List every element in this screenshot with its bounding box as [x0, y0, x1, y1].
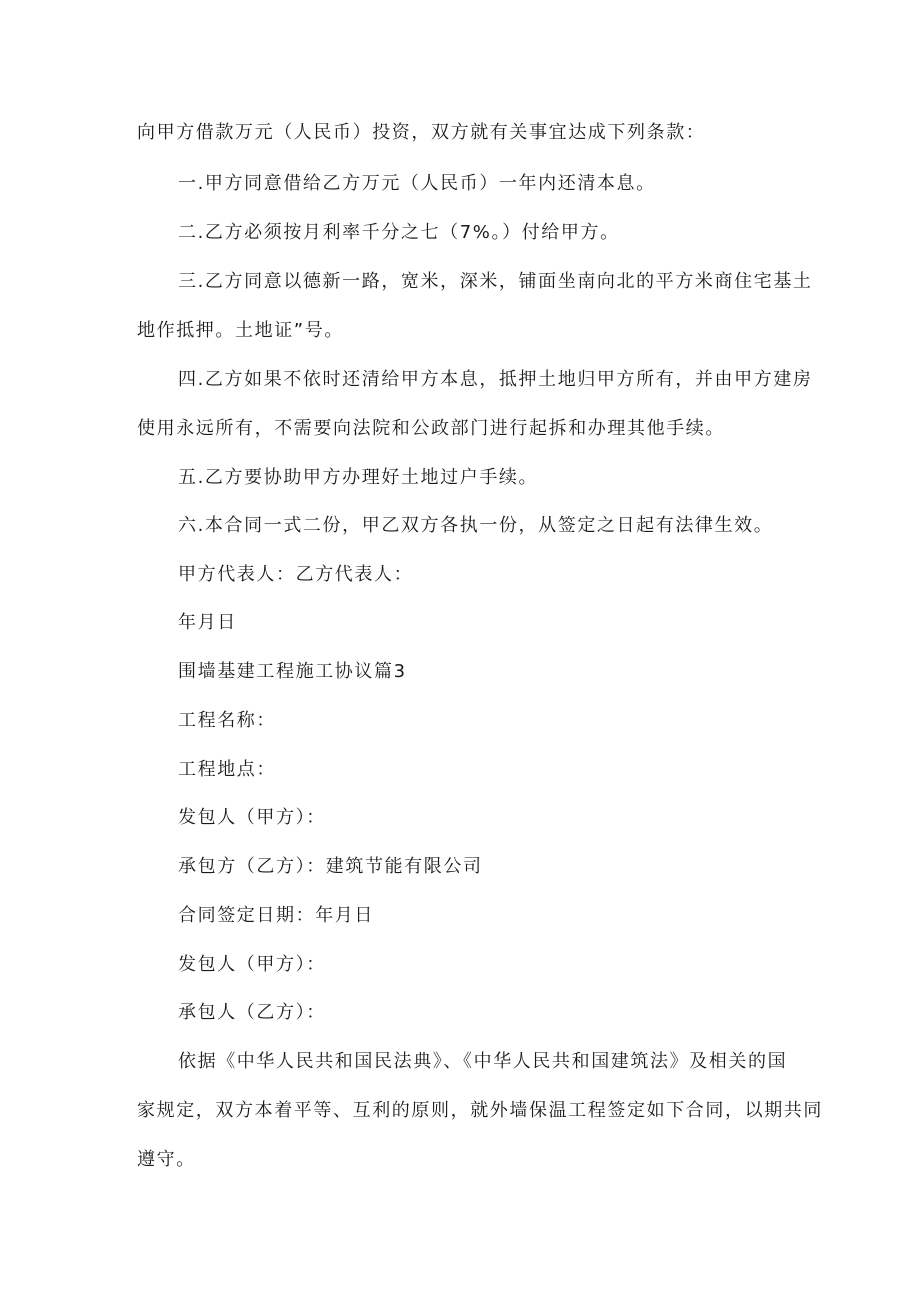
representatives-line: 甲方代表人：乙方代表人： — [178, 564, 414, 585]
clause-1: 一.甲方同意借给乙方万元（人民币）一年内还清本息。 — [178, 173, 656, 194]
paragraph-intro-line: 向甲方借款万元（人民币）投资，双方就有关事宜达成下列条款： — [137, 122, 706, 143]
signing-date-field: 合同签定日期：年月日 — [178, 905, 374, 926]
basis-line-2: 家规定，双方本着平等、互利的原则，就外墙保温工程签定如下合同，以期共同 — [137, 1100, 823, 1121]
clause-4-line-2: 使用永远所有，不需要向法院和公政部门进行起拆和办理其他手续。 — [137, 418, 725, 439]
project-name-field: 工程名称： — [178, 710, 276, 731]
basis-line-3: 遵守。 — [137, 1149, 196, 1170]
employer-field: 发包人（甲方）： — [178, 807, 326, 828]
clause-6: 六.本合同一式二份，甲乙双方各执一份，从签定之日起有法律生效。 — [178, 515, 774, 536]
contractor-field: 承包方（乙方）：建筑节能有限公司 — [178, 856, 483, 877]
clause-4-line-1: 四.乙方如果不依时还清给甲方本息，抵押土地归甲方所有，并由甲方建房 — [178, 369, 813, 390]
employer-field-2: 发包人（甲方）： — [178, 954, 326, 975]
clause-3-line-2: 地作抵押。土地证”号。 — [137, 320, 344, 341]
date-line: 年月日 — [178, 612, 237, 633]
project-location-field: 工程地点： — [178, 759, 276, 780]
clause-2: 二.乙方必须按月利率千分之七（7%。）付给甲方。 — [178, 222, 620, 243]
section-title: 围墙基建工程施工协议篇3 — [178, 661, 407, 682]
basis-line-1: 依据《中华人民共和国民法典》、《中华人民共和国建筑法》及相关的国 — [178, 1051, 788, 1072]
contractor-field-2: 承包人（乙方）： — [178, 1002, 326, 1023]
clause-5: 五.乙方要协助甲方办理好土地过户手续。 — [178, 467, 539, 488]
clause-3-line-1: 三.乙方同意以德新一路，宽米，深米，铺面坐南向北的平方米商住宅基土 — [178, 271, 813, 292]
